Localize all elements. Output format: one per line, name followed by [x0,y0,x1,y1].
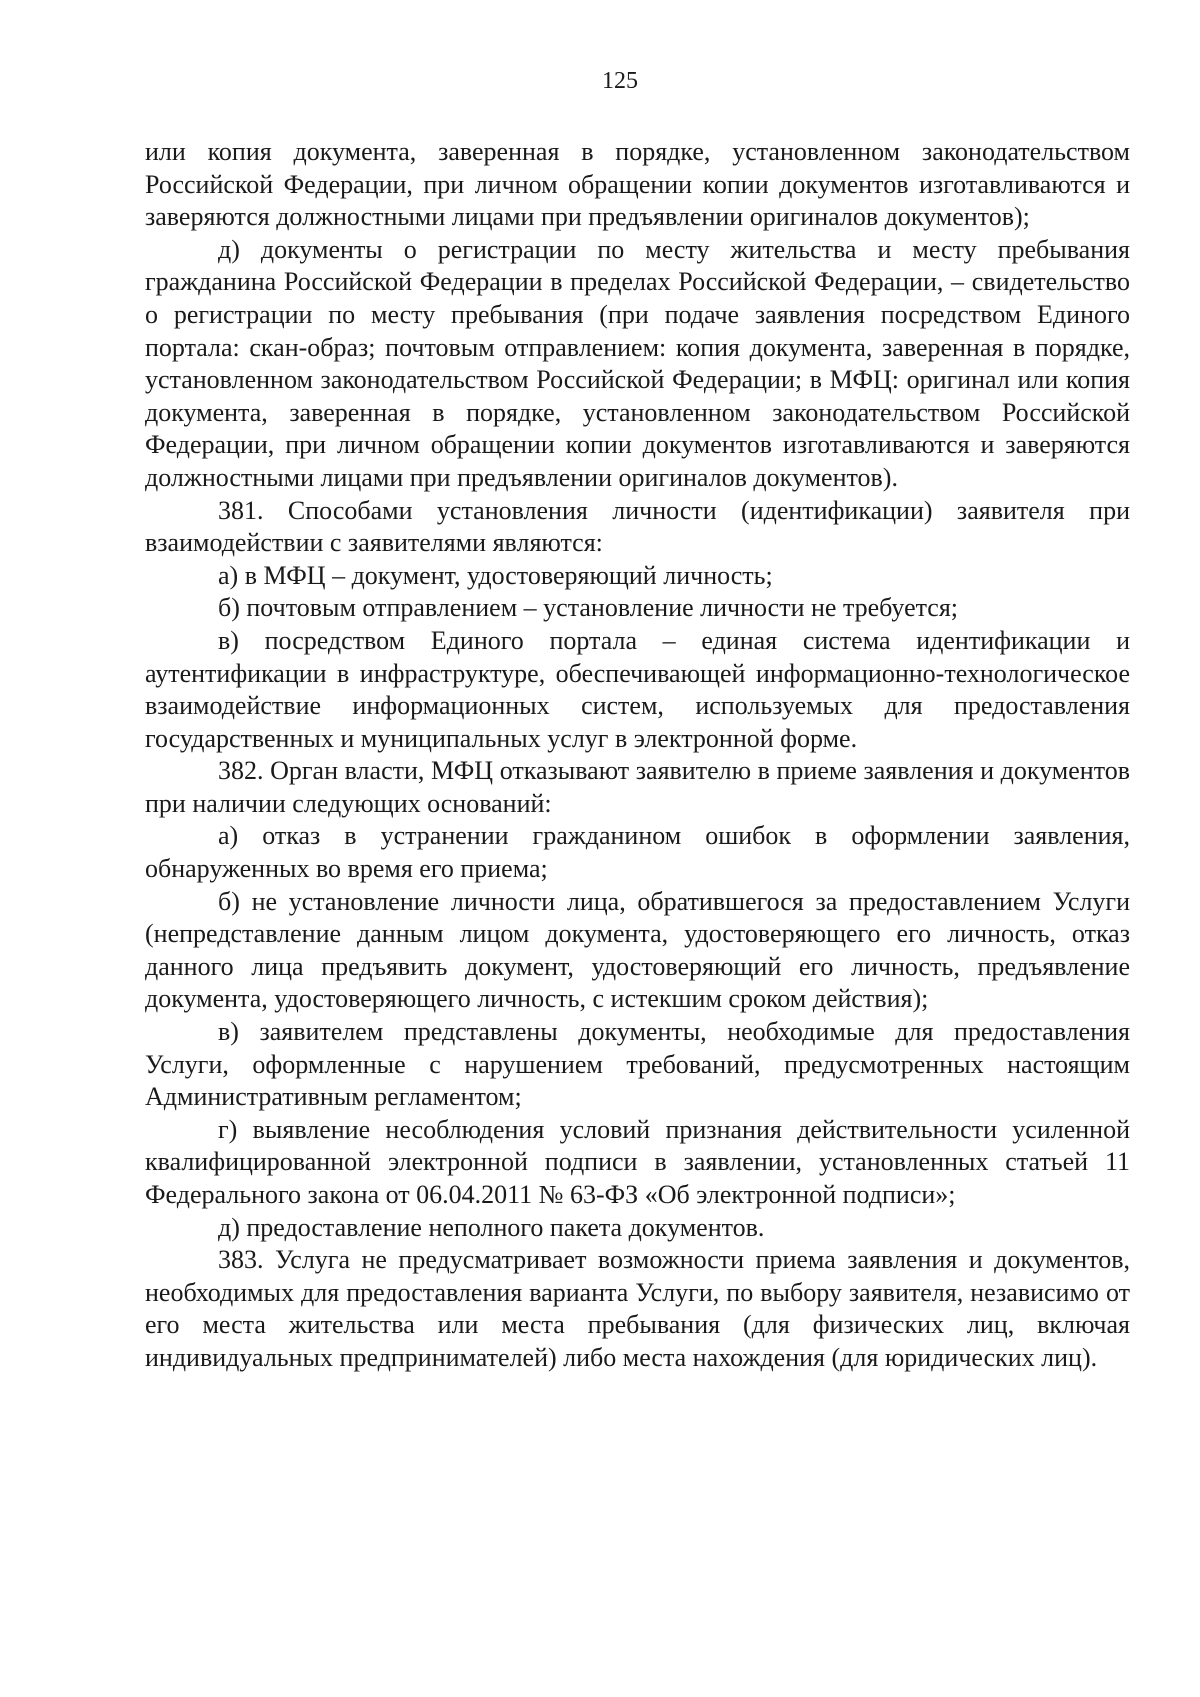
paragraph-383: 383. Услуга не предусматривает возможности приема заявления и документов, необходимых для предоставления варианта Услуги, по выбору заявителя, независимо от его места жительства или места пребывания (для физических лиц, включая индивидуальных предпринимателей) либо места нахождения (для юридических лиц). [145,1245,1130,1372]
paragraph-381-b: б) почтовым отправлением – установление личности не требуется; [218,593,959,623]
paragraph-381: 381. Способами установления личности (идентификации) заявителя при взаимодействии с заявителями являются: [145,495,1130,558]
paragraph-382-g: г) выявление несоблюдения условий признания действительности усиленной квалифицированной электронной подписи в заявлении, установленных статьей 11 Федерального закона от 06.04.2011 № 63-ФЗ «Об электронной подписи»; [145,1114,1130,1209]
paragraph-381-a: а) в МФЦ – документ, удостоверяющий личность; [218,560,773,590]
paragraph-382: 382. Орган власти, МФЦ отказывают заявителю в приеме заявления и документов при наличии следующих оснований: [145,756,1130,818]
paragraph-382-a: а) отказ в устранении гражданином ошибок в оформлении заявления, обнаруженных во время его приема; [145,821,1130,884]
document-body [145,136,1130,1375]
paragraph-continuation: или копия документа, заверенная в порядке, установленном законодательством Российской Федерации, при личном обращении копии документов изготавливаются и заверяются должностными лицами при предъявлении оригиналов документов); [145,137,1130,232]
paragraph-382-b: б) не установление личности лица, обратившегося за предоставлением Услуги (непредставление данным лицом документа, удостоверяющего его личность, отказ данного лица предъявить документ, удостоверяющий его личность, предъявление документа, удостоверяющего личность, с истекшим сроком действия); [145,886,1130,1014]
paragraph-382-d: д) предоставление неполного пакета документов. [218,1212,765,1242]
page-number: 125 [602,68,638,94]
paragraph-382-v: в) заявителем представлены документы, необходимые для предоставления Услуги, оформленные с нарушением требований, предусмотренных настоящим Административным регламентом; [145,1017,1130,1112]
paragraph-item-d-registration: д) документы о регистрации по месту жительства и месту пребывания гражданина Российской Федерации в пределах Российской Федерации, – свидетельство о регистрации по месту пребывания (при подаче заявления посредством Единого портала: скан-образ; почтовым отправлением: копия документа, заверенная в порядке, установленном законодательством Российской Федерации; в МФЦ: оригинал или копия документа, заверенная в порядке, установленном законодательством Российской Федерации, при личном обращении копии документов изготавливаются и заверяются должностными лицами при предъявлении оригиналов документов). [145,234,1130,492]
paragraph-381-v: в) посредством Единого портала – единая система идентификации и аутентификации в инфраструктуре, обеспечивающей информационно-технологическое взаимодействие информационных систем, используемых для предоставления государственных и муниципальных услуг в электронной форме. [145,625,1130,753]
